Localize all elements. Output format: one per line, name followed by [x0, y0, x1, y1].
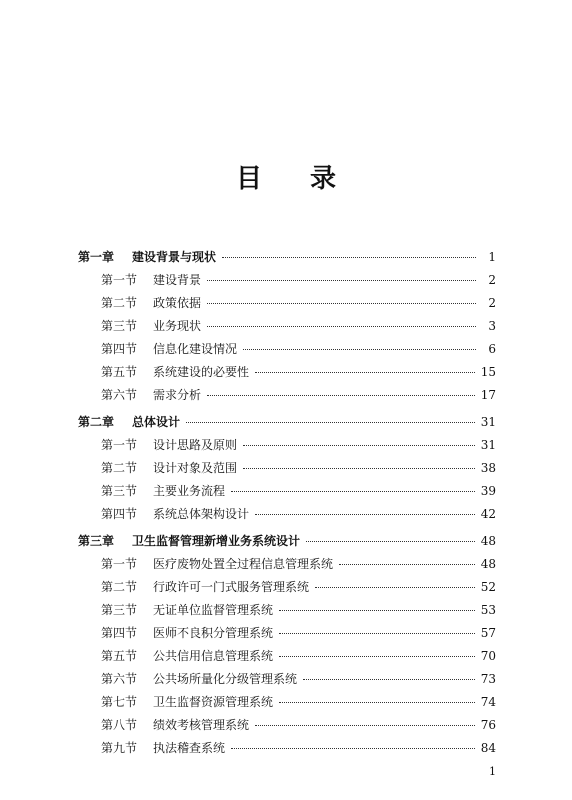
toc-section-entry[interactable]	[78, 436, 496, 459]
toc-section-entry[interactable]	[78, 482, 496, 505]
dot-leader	[243, 467, 475, 469]
toc-entry-page: 70	[480, 649, 496, 663]
toc-entry-number: 第四节	[101, 342, 138, 356]
toc-entry-title: 信息化建设情况	[153, 342, 238, 356]
toc-section-entry[interactable]	[78, 294, 496, 317]
toc-section-entry[interactable]	[78, 578, 496, 601]
dot-leader	[186, 421, 475, 423]
toc-entry-title: 总体设计	[132, 415, 181, 429]
toc-entry-number: 第四节	[101, 507, 138, 521]
toc-section-entry[interactable]	[78, 670, 496, 693]
toc-entry-number: 第七节	[101, 695, 138, 709]
toc-entry-page: 31	[480, 438, 496, 452]
toc-entry-page: 17	[480, 388, 496, 402]
toc-entry-page: 52	[480, 580, 496, 594]
toc-entry-number: 第二节	[101, 461, 138, 475]
toc-entry-title: 无证单位监督管理系统	[153, 603, 274, 617]
toc-entry-number: 第二节	[101, 580, 138, 594]
toc-section-entry[interactable]	[78, 716, 496, 739]
toc-entry-title: 公共场所量化分级管理系统	[153, 672, 298, 686]
toc-entry-page: 57	[480, 626, 496, 640]
toc-entry-title: 设计思路及原则	[153, 438, 238, 452]
dot-leader	[279, 632, 475, 634]
toc-entry-page: 38	[480, 461, 496, 475]
toc-entry-page: 2	[488, 296, 496, 310]
toc-entry-page: 74	[480, 695, 496, 709]
toc-entry-number: 第六节	[101, 672, 138, 686]
toc-entry-title: 卫生监督管理新增业务系统设计	[132, 534, 301, 548]
toc-entry-number: 第六节	[101, 388, 138, 402]
toc-entry-title: 绩效考核管理系统	[153, 718, 250, 732]
toc-entry-title: 卫生监督资源管理系统	[153, 695, 274, 709]
toc-chapter-entry[interactable]	[78, 532, 496, 555]
toc-entry-page: 53	[480, 603, 496, 617]
table-of-contents	[78, 248, 496, 762]
toc-entry-number: 第八节	[101, 718, 138, 732]
toc-section-entry[interactable]	[78, 739, 496, 762]
toc-entry-title: 医师不良积分管理系统	[153, 626, 274, 640]
toc-section-entry[interactable]	[78, 363, 496, 386]
toc-entry-title: 需求分析	[153, 388, 202, 402]
toc-entry-title: 系统建设的必要性	[153, 365, 250, 379]
toc-section-entry[interactable]	[78, 340, 496, 363]
toc-entry-title: 医疗废物处置全过程信息管理系统	[153, 557, 334, 571]
dot-leader	[255, 371, 475, 373]
dot-leader	[231, 747, 475, 749]
toc-entry-page: 84	[480, 741, 496, 755]
toc-section-entry[interactable]	[78, 647, 496, 670]
toc-entry-page: 3	[488, 319, 496, 333]
toc-entry-title: 公共信用信息管理系统	[153, 649, 274, 663]
toc-entry-number: 第五节	[101, 649, 138, 663]
dot-leader	[207, 279, 476, 281]
toc-section-entry[interactable]	[78, 386, 496, 409]
toc-section-entry[interactable]	[78, 555, 496, 578]
toc-entry-number: 第三节	[101, 603, 138, 617]
toc-entry-number: 第三节	[101, 319, 138, 333]
dot-leader	[231, 490, 475, 492]
toc-entry-page: 42	[480, 507, 496, 521]
toc-entry-page: 6	[488, 342, 496, 356]
toc-entry-title: 系统总体架构设计	[153, 507, 250, 521]
dot-leader	[255, 724, 475, 726]
toc-entry-title: 设计对象及范围	[153, 461, 238, 475]
toc-entry-title: 主要业务流程	[153, 484, 226, 498]
toc-section-entry[interactable]	[78, 624, 496, 647]
dot-leader	[243, 444, 475, 446]
dot-leader	[306, 540, 475, 542]
toc-entry-number: 第五节	[101, 365, 138, 379]
toc-entry-number: 第一章	[78, 250, 115, 264]
toc-entry-page: 48	[480, 534, 496, 548]
toc-section-entry[interactable]	[78, 601, 496, 624]
page-title	[0, 158, 572, 195]
toc-entry-number: 第九节	[101, 741, 138, 755]
dot-leader	[279, 701, 475, 703]
toc-entry-page: 48	[480, 557, 496, 571]
dot-leader	[207, 394, 475, 396]
toc-entry-title: 行政许可一门式服务管理系统	[153, 580, 310, 594]
toc-entry-page: 1	[488, 250, 496, 264]
toc-entry-number: 第四节	[101, 626, 138, 640]
dot-leader	[279, 655, 475, 657]
dot-leader	[243, 348, 476, 350]
toc-section-entry[interactable]	[78, 459, 496, 482]
dot-leader	[279, 609, 475, 611]
toc-entry-page: 2	[488, 273, 496, 287]
toc-entry-page: 76	[480, 718, 496, 732]
toc-entry-title: 建设背景与现状	[132, 250, 217, 264]
toc-entry-page: 15	[480, 365, 496, 379]
toc-entry-number: 第三章	[78, 534, 115, 548]
toc-entry-number: 第二章	[78, 415, 115, 429]
title-char-2: 录	[310, 164, 337, 194]
dot-leader	[255, 513, 475, 515]
title-char-1: 目	[235, 164, 262, 194]
toc-entry-title: 建设背景	[153, 273, 202, 287]
toc-entry-number: 第二节	[101, 296, 138, 310]
toc-chapter-entry[interactable]	[78, 248, 496, 271]
toc-entry-title: 政策依据	[153, 296, 202, 310]
dot-leader	[207, 302, 476, 304]
dot-leader	[222, 256, 476, 258]
dot-leader	[339, 563, 475, 565]
toc-entry-page: 31	[480, 415, 496, 429]
toc-section-entry[interactable]	[78, 271, 496, 294]
dot-leader	[207, 325, 476, 327]
toc-entry-number: 第三节	[101, 484, 138, 498]
toc-chapter-entry[interactable]	[78, 413, 496, 436]
toc-section-entry[interactable]	[78, 317, 496, 340]
toc-entry-number: 第一节	[101, 273, 138, 287]
toc-entry-number: 第一节	[101, 438, 138, 452]
toc-entry-page: 73	[480, 672, 496, 686]
toc-entry-title: 业务现状	[153, 319, 202, 333]
dot-leader	[315, 586, 475, 588]
dot-leader	[303, 678, 475, 680]
toc-entry-title: 执法稽查系统	[153, 741, 226, 755]
toc-entry-page: 39	[480, 484, 496, 498]
toc-section-entry[interactable]	[78, 693, 496, 716]
toc-entry-number: 第一节	[101, 557, 138, 571]
toc-section-entry[interactable]	[78, 505, 496, 528]
page-number: 1	[489, 765, 496, 778]
